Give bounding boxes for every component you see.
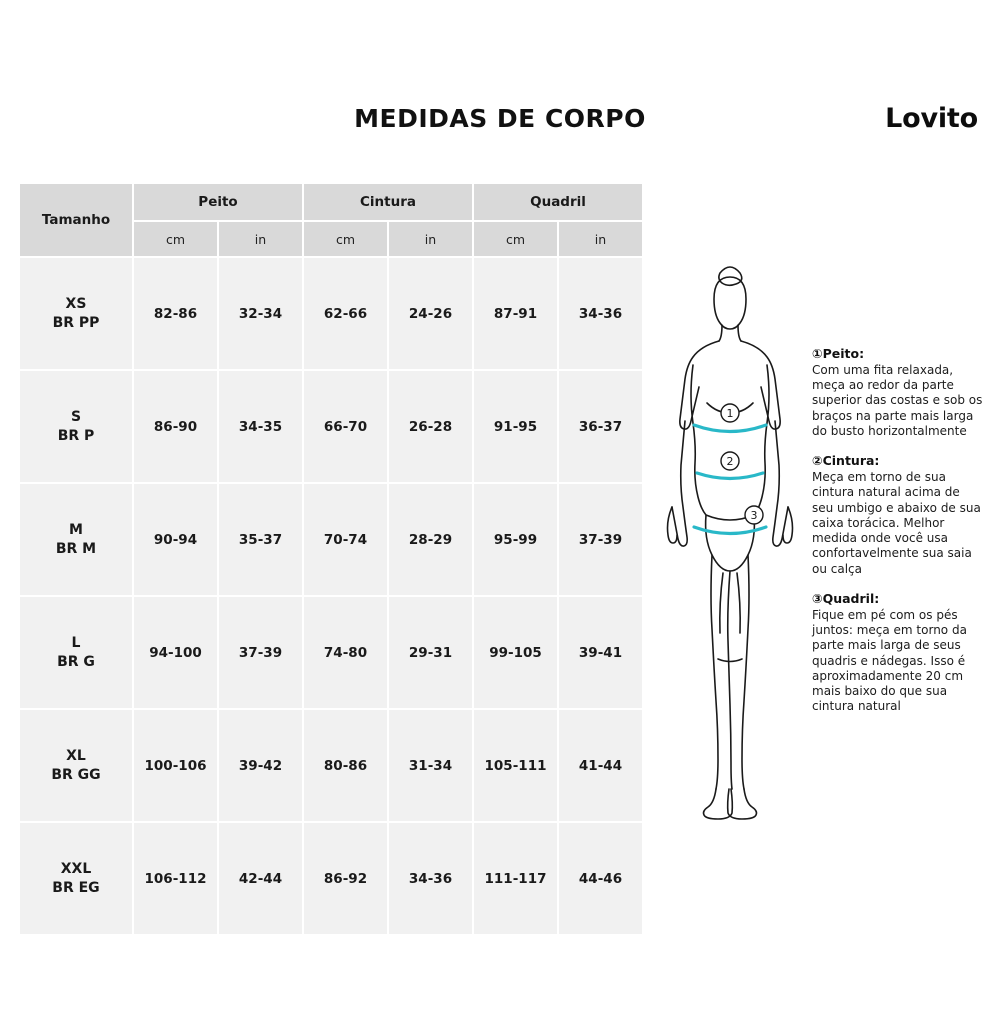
cell-hip-cm: 105-111 bbox=[473, 709, 558, 822]
note-hip bbox=[812, 591, 984, 715]
unit-header-hip-in: in bbox=[558, 221, 643, 257]
cell-hip-in: 36-37 bbox=[558, 370, 643, 483]
cell-waist-cm: 74-80 bbox=[303, 596, 388, 709]
waist-measure-line bbox=[697, 473, 763, 479]
cell-chest-in: 35-37 bbox=[218, 483, 303, 596]
table-row bbox=[19, 822, 643, 935]
table-row bbox=[19, 596, 643, 709]
page-title: MEDIDAS DE CORPO bbox=[354, 104, 646, 133]
cell-hip-cm: 111-117 bbox=[473, 822, 558, 935]
svg-text:1: 1 bbox=[726, 407, 734, 420]
size-label-cell bbox=[19, 370, 133, 483]
page-header bbox=[0, 0, 1000, 160]
brand-logo: Lovito bbox=[885, 103, 978, 134]
cell-waist-cm: 70-74 bbox=[303, 483, 388, 596]
unit-header-chest-in: in bbox=[218, 221, 303, 257]
size-br: BR GG bbox=[51, 766, 101, 783]
cell-waist-in: 29-31 bbox=[388, 596, 473, 709]
size-label-cell bbox=[19, 483, 133, 596]
note-chest-body: Com uma fita relaxada, meça ao redor da parte superior das costas e sob os braços na parte mais larga do busto horizontalmente bbox=[812, 363, 983, 438]
cell-hip-in: 37-39 bbox=[558, 483, 643, 596]
cell-waist-cm: 66-70 bbox=[303, 370, 388, 483]
note-waist-body: Meça em torno de sua cintura natural acima de seu umbigo e abaixo de sua caixa torácica. Melhor medida onde você usa confortavelmente sua saia ou calça bbox=[812, 470, 981, 576]
cell-chest-in: 32-34 bbox=[218, 257, 303, 370]
cell-waist-in: 31-34 bbox=[388, 709, 473, 822]
measurement-instructions bbox=[812, 346, 984, 728]
hip-measure-line bbox=[694, 527, 766, 534]
size-intl: M bbox=[69, 521, 83, 538]
cell-hip-cm: 91-95 bbox=[473, 370, 558, 483]
cell-hip-cm: 99-105 bbox=[473, 596, 558, 709]
column-header-chest: Peito bbox=[133, 183, 303, 221]
size-intl: XS bbox=[65, 295, 87, 312]
marker-1 bbox=[721, 404, 739, 422]
table-row bbox=[19, 709, 643, 822]
table-body bbox=[19, 257, 643, 935]
chest-measure-line bbox=[694, 425, 766, 432]
table-row bbox=[19, 370, 643, 483]
size-br: BR M bbox=[55, 540, 97, 557]
body-figure bbox=[650, 255, 810, 835]
table-header bbox=[19, 183, 643, 257]
cell-waist-in: 26-28 bbox=[388, 370, 473, 483]
note-chest bbox=[812, 346, 984, 439]
size-intl: XXL bbox=[60, 860, 92, 877]
column-header-waist: Cintura bbox=[303, 183, 473, 221]
size-intl: L bbox=[71, 634, 81, 651]
unit-header-waist-in: in bbox=[388, 221, 473, 257]
cell-waist-cm: 80-86 bbox=[303, 709, 388, 822]
unit-header-hip-cm: cm bbox=[473, 221, 558, 257]
cell-hip-in: 44-46 bbox=[558, 822, 643, 935]
cell-chest-cm: 94-100 bbox=[133, 596, 218, 709]
cell-waist-cm: 86-92 bbox=[303, 822, 388, 935]
size-chart-table bbox=[18, 182, 644, 936]
size-br: BR EG bbox=[52, 879, 100, 896]
note-hip-title: ③Quadril: bbox=[812, 590, 880, 606]
cell-waist-cm: 62-66 bbox=[303, 257, 388, 370]
cell-chest-cm: 106-112 bbox=[133, 822, 218, 935]
cell-chest-cm: 82-86 bbox=[133, 257, 218, 370]
size-br: BR PP bbox=[52, 314, 100, 331]
note-waist-title: ②Cintura: bbox=[812, 453, 880, 469]
size-label-cell bbox=[19, 257, 133, 370]
cell-chest-cm: 100-106 bbox=[133, 709, 218, 822]
cell-waist-in: 24-26 bbox=[388, 257, 473, 370]
table-row bbox=[19, 483, 643, 596]
cell-waist-in: 28-29 bbox=[388, 483, 473, 596]
marker-2 bbox=[721, 452, 739, 470]
size-label-cell bbox=[19, 596, 133, 709]
cell-hip-in: 41-44 bbox=[558, 709, 643, 822]
note-chest-title: ①Peito: bbox=[812, 346, 865, 361]
note-waist bbox=[812, 453, 984, 577]
size-intl: XL bbox=[66, 747, 86, 764]
cell-chest-cm: 86-90 bbox=[133, 370, 218, 483]
table-header-group-row bbox=[19, 183, 643, 221]
cell-chest-in: 37-39 bbox=[218, 596, 303, 709]
svg-text:2: 2 bbox=[726, 455, 734, 468]
cell-hip-in: 39-41 bbox=[558, 596, 643, 709]
column-header-hip: Quadril bbox=[473, 183, 643, 221]
female-body-diagram bbox=[650, 255, 810, 835]
note-hip-body: Fique em pé com os pés juntos: meça em torno da parte mais larga de seus quadris e nádegas. Isso é aproximadamente 20 cm mais baixo do que sua cintura natural bbox=[812, 607, 967, 714]
column-header-size: Tamanho bbox=[19, 183, 133, 257]
size-intl: S bbox=[70, 408, 82, 425]
unit-header-chest-cm: cm bbox=[133, 221, 218, 257]
size-label-cell bbox=[19, 709, 133, 822]
cell-hip-in: 34-36 bbox=[558, 257, 643, 370]
cell-chest-in: 39-42 bbox=[218, 709, 303, 822]
unit-header-waist-cm: cm bbox=[303, 221, 388, 257]
cell-hip-cm: 95-99 bbox=[473, 483, 558, 596]
marker-3 bbox=[745, 506, 763, 524]
cell-chest-in: 34-35 bbox=[218, 370, 303, 483]
cell-chest-cm: 90-94 bbox=[133, 483, 218, 596]
size-br: BR G bbox=[57, 653, 95, 670]
svg-text:3: 3 bbox=[750, 509, 758, 522]
size-br: BR P bbox=[57, 427, 95, 444]
cell-chest-in: 42-44 bbox=[218, 822, 303, 935]
cell-waist-in: 34-36 bbox=[388, 822, 473, 935]
cell-hip-cm: 87-91 bbox=[473, 257, 558, 370]
size-label-cell bbox=[19, 822, 133, 935]
table-row bbox=[19, 257, 643, 370]
